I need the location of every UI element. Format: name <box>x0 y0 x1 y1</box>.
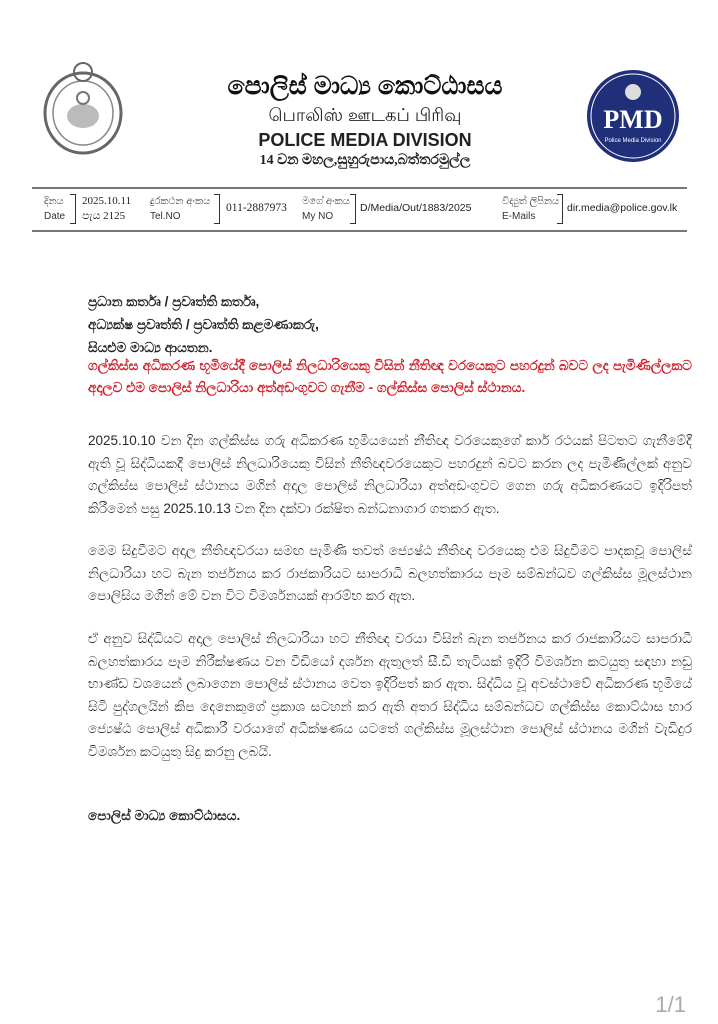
date-label-si: දිනය <box>44 196 64 207</box>
addressee-line: ප්‍රධාන කර්තෘ / ප්‍රවෘත්ති කර්තෘ, <box>88 294 260 309</box>
divider-bottom <box>32 230 687 232</box>
body-paragraph: 2025.10.10 වන දින ගල්කිස්ස ගරු අධිකරණ භූමියයෙන් නීතිඥ වරයෙකුගේ කාර් රථයක් පිටතට ගැනීමේදී ඇති වූ සිද්ධියකදී පොලිස් නිලධාරියෙකු විසින් නීතිඥවරයෙකුට පහරදුන් බවට කරන ලද පැමිණිල්ලක් අනුව ගල්කිස්ස පොලිස් ස්ථානය මගින් අදාල පොලිස් නිලධාරියා අත්අඩංගුවට ගෙන ගරු අධිකරණයට ඉදිරිපත් කිරීමෙන් පසු 2025.10.13 වන දින දක්වා රක්ෂිත බන්ධනාගාර ගතකර ඇත. <box>88 433 692 516</box>
date-label-en: Date <box>44 211 66 222</box>
letterhead <box>150 72 580 169</box>
signature: පොලිස් මාධ්‍ය කොට්ඨාසය. <box>88 808 241 823</box>
title-tamil: பொலிஸ் ஊடகப் பிரிவு <box>268 105 462 125</box>
myno-value: D/Media/Out/1883/2025 <box>360 202 472 214</box>
tel-value: 011-2887973 <box>226 202 287 214</box>
addressee-line: අධ්‍යක්ෂ ප්‍රවෘත්ති / ප්‍රවෘත්ති කළමණාකරු, <box>88 317 319 332</box>
page-indicator: 1/1 <box>655 992 686 1017</box>
tel-label-si: දුරකථන අංකය <box>150 196 211 207</box>
title-english: POLICE MEDIA DIVISION <box>258 130 472 150</box>
email-value: dir.media@police.gov.lk <box>567 202 678 214</box>
pmd-logo-subtext: Police Media Division <box>604 138 662 144</box>
reference-bar <box>32 192 687 232</box>
body-paragraph: මෙම සිදුවීමට අදාල නීතිඥවරයා සමඟ පැමිණි තවත් ජ්‍යෙෂ්ඨ නීතිඥ වරයෙකු එම සිදුවීමට පාදකවූ පොලිස් නිලධාරියා හට බැන තර්ජනය කර රාජකාරියට සාපරාධී බලහත්කාරය පෑම සම්බන්ධව ගල්කිස්ස මූලස්ථාන පොලිසිය මගින් මේ වන විට විමර්ශනයක් ආරම්භ කර ඇත. <box>88 543 692 603</box>
email-label-si: විද්‍යුත් ලිපිනය <box>502 196 560 207</box>
addressees <box>88 290 319 359</box>
myno-label-si: මගේ අංකය <box>302 196 350 207</box>
office-address: 14 වන මහල,සුහුරුපාය,බත්තරමුල්ල <box>259 153 471 168</box>
myno-label-en: My NO <box>302 211 334 222</box>
subject-heading: ගල්කිස්ස අධිකරණ භූමියේදී පොලිස් නිලධාරියෙකු විසින් නීතිඥ වරයෙකුට පහරදුන් බවට ලද පැමිණිල්ලකට අදාලව එම පොලිස් නිලධාරියා අත්අඩංගුවට ගැනීම - ගල්කිස්ස පොලිස් ස්ථානය. <box>88 358 692 395</box>
email-label-en: E-Mails <box>502 211 536 222</box>
body-paragraph: ඒ අනුව සිද්ධියට අදාල පොලිස් නිලධාරියා හට නීතිඥ වරයා විසින් බැන තර්ජනය කර රාජකාරියට සාපරාධී බලහත්කාරය පෑම නිරීක්ෂණය වන වීඩියෝ දර්ශන ඇතුලත් සී.ඩී තැටියක් ඉදිරි විමර්ශන කටයුතු සඳහා නඩු භාණ්ඩ වශයෙන් ලබාගෙන පොලිස් ස්ථානය වෙත ඉදිරිපත් කර ඇත. සිද්ධිය වූ අවස්ථාවේ අධිකරණ භූමියේ සිටි පුද්ගලයින් කිප දෙනෙකුගේ ප්‍රකාශ සටහන් කර ඇති අතර සිද්ධිය සම්බන්ධව ගල්කිස්ස කොට්ඨාස භාර ජ්‍යෙෂ්ඨ පොලිස් අධිකාරී වරයාගේ අධීක්ෂණය යටතේ ගල්කිස්ස මූලස්ථාන පොලිස් ස්ථානය මගින් වැඩිදුර විමර්ශන කටයුතු සිදු කරනු ලබයි. <box>88 631 692 759</box>
police-emblem-icon <box>38 58 128 158</box>
date-value: 2025.10.11 <box>82 195 132 207</box>
pmd-logo-text: PMD <box>603 105 663 134</box>
addressee-line: සියළුම මාධ්‍ය ආයතන. <box>88 340 213 355</box>
title-sinhala: පොලිස් මාධ්‍ය කොට්ඨාසය <box>227 72 503 100</box>
pmd-logo <box>585 68 681 164</box>
time-value: පැය 2125 <box>82 210 126 222</box>
divider-top <box>32 187 687 189</box>
tel-label-en: Tel.NO <box>150 211 181 222</box>
